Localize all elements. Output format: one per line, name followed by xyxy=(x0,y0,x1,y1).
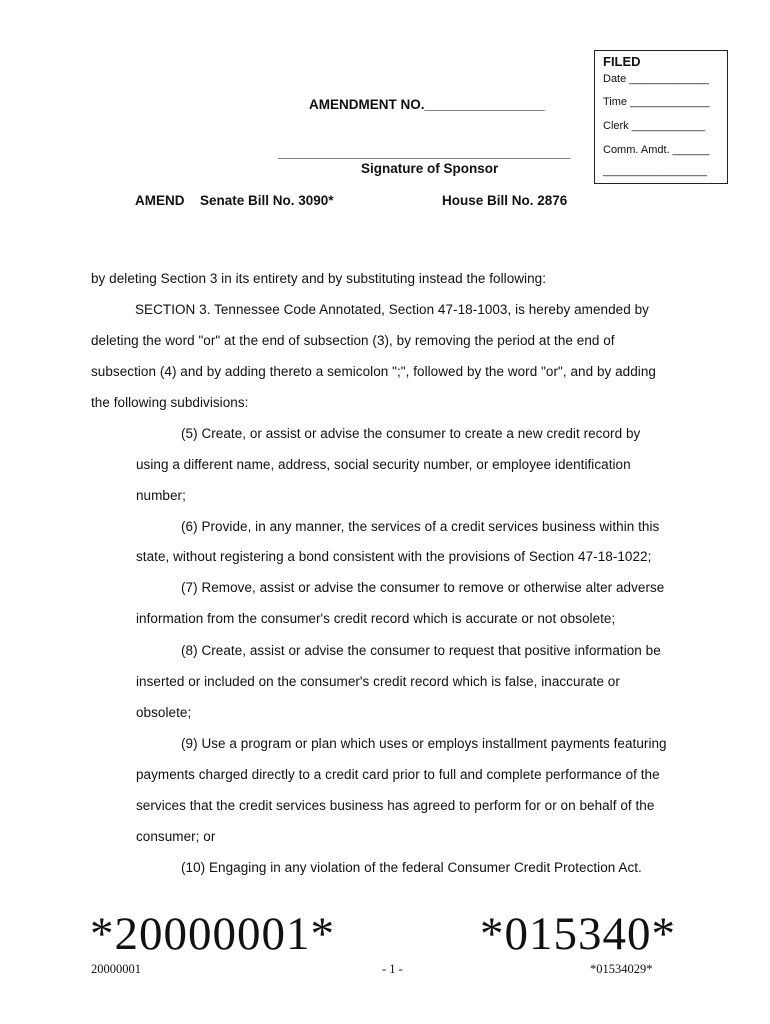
filed-time-line: Time _____________ xyxy=(603,96,710,108)
subdivision-8-line: obsolete; xyxy=(136,705,192,720)
filed-title: FILED xyxy=(603,54,641,69)
signature-label: Signature of Sponsor xyxy=(361,161,499,176)
filed-date-line: Date _____________ xyxy=(603,73,709,85)
subdivision-8-line: inserted or included on the consumer's credit record which is false, inaccurate or xyxy=(136,674,620,689)
subdivision-5-line: (5) Create, or assist or advise the consumer to create a new credit record by xyxy=(181,426,641,441)
subdivision-5-line: using a different name, address, social security number, or employee identification xyxy=(136,457,631,472)
barcode-right: *015340* xyxy=(480,908,676,960)
body-line: deleting the word "or" at the end of subsection (3), by removing the period at the end of xyxy=(91,333,615,348)
amendment-number: AMENDMENT NO.________________ xyxy=(309,97,545,112)
subdivision-7-line: (7) Remove, assist or advise the consumer to remove or otherwise alter adverse xyxy=(181,580,665,595)
subdivision-6-line: state, without registering a bond consistent with the provisions of Section 47-18-1022; xyxy=(136,549,652,564)
subdivision-9-line: payments charged directly to a credit card prior to full and complete performance of the xyxy=(136,767,660,782)
subdivision-5-line: number; xyxy=(136,488,186,503)
amend-label: AMEND xyxy=(135,193,185,208)
senate-bill-number: Senate Bill No. 3090* xyxy=(200,193,334,208)
footer-right-code: *01534029* xyxy=(590,962,653,976)
barcode-left: *20000001* xyxy=(90,908,335,960)
page-number: - 1 - xyxy=(382,962,403,976)
subdivision-6-line: (6) Provide, in any manner, the services of a credit services business within this xyxy=(181,519,660,534)
subdivision-8-line: (8) Create, assist or advise the consumer to request that positive information be xyxy=(181,643,661,658)
body-line: by deleting Section 3 in its entirety and by substituting instead the following: xyxy=(91,271,547,286)
house-bill-number: House Bill No. 2876 xyxy=(442,193,568,208)
subdivision-9-line: services that the credit services business has agreed to perform for or on behalf of the xyxy=(136,798,655,813)
signature-line: _______________________________________ xyxy=(278,145,571,160)
subdivision-9-line: (9) Use a program or plan which uses or employs installment payments featuring xyxy=(181,736,667,751)
footer-left-code: 20000001 xyxy=(91,962,141,976)
filed-stamp-box xyxy=(594,50,728,184)
subdivision-7-line: information from the consumer's credit record which is accurate or not obsolete; xyxy=(136,611,616,626)
filed-clerk-line: Clerk ____________ xyxy=(603,120,706,132)
body-line: SECTION 3. Tennessee Code Annotated, Section 47-18-1003, is hereby amended by xyxy=(135,302,649,317)
body-line: the following subdivisions: xyxy=(91,395,249,410)
filed-comm-amdt-line: Comm. Amdt. ______ xyxy=(603,144,710,156)
body-line: subsection (4) and by adding thereto a semicolon ";", followed by the word "or", and by adding xyxy=(91,364,656,379)
subdivision-10-line: (10) Engaging in any violation of the federal Consumer Credit Protection Act. xyxy=(181,860,642,875)
filed-blank-line: _________________ xyxy=(603,165,708,177)
subdivision-9-line: consumer; or xyxy=(136,829,216,844)
